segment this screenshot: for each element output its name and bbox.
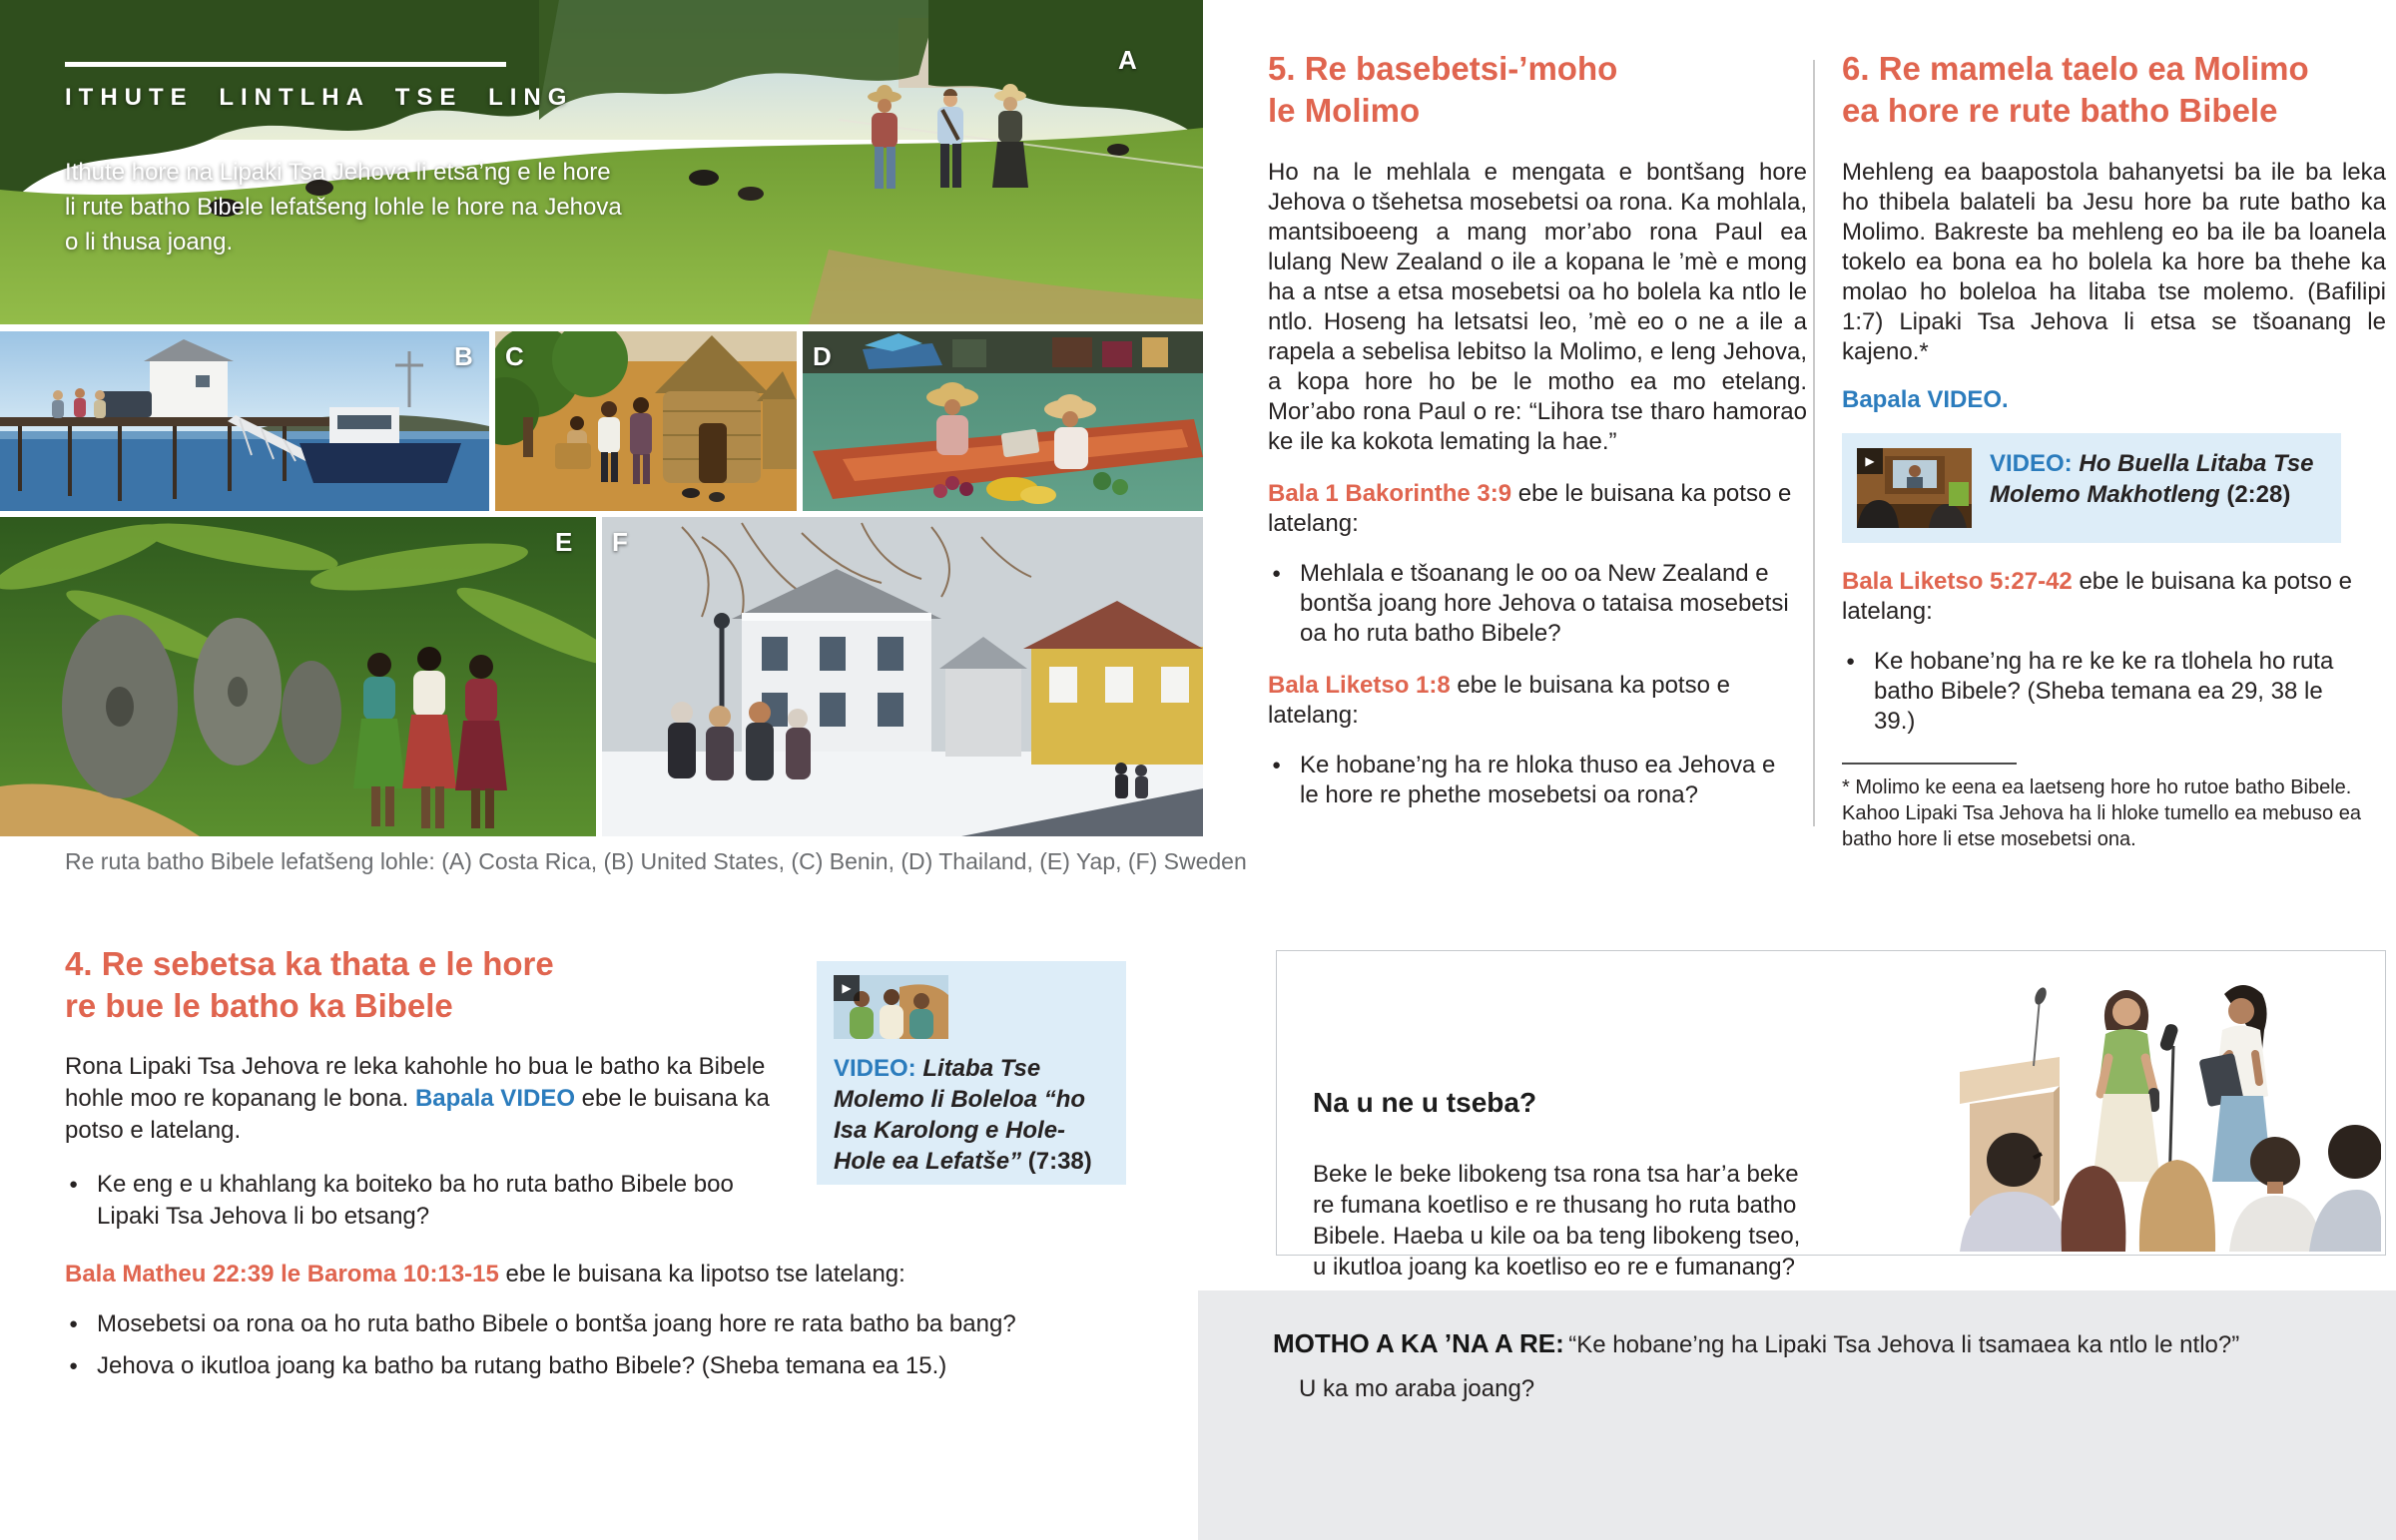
scripture-reference: Bala Matheu 22:39 le Baroma 10:13-15	[65, 1261, 499, 1287]
objection-lead: MOTHO A KA ’NA A RE:	[1273, 1328, 1564, 1358]
video-caption	[834, 1053, 1111, 1177]
play-icon: ▶	[1865, 454, 1875, 468]
video-title: Ho Buella Litaba Tse Molemo Makhotleng	[1990, 450, 2314, 508]
hero-subtitle-line: o li thusa joang.	[65, 229, 234, 256]
section-6-heading: 6. Re mamela taelo ea Molimo ea hore re rute batho Bibele	[1842, 50, 2309, 129]
hero-subtitle	[65, 155, 622, 259]
discussion-bullet: ● Mehlala e tšoanang le oo oa New Zealand e bontša joang hore Jehova o tataisa mosebetsi oa ho ruta batho Bibele?	[1268, 559, 1799, 649]
photo-benin	[495, 331, 797, 511]
photo-label-f: F	[612, 527, 628, 557]
section-4-read-line: Bala Matheu 22:39 le Baroma 10:13-15 ebe le buisana ka lipotso tse latelang:	[65, 1261, 905, 1287]
did-you-know-box	[1276, 950, 2386, 1281]
photo-united-states	[0, 331, 489, 511]
hero-photo	[0, 0, 1203, 324]
discussion-bullet: ● Ke hobane’ng ha re ke ke ra tlohela ho ruta batho Bibele? (Sheba temana ea 29, 38 le 39.)	[1842, 647, 2353, 737]
section-6-paragraph: Mehleng ea baapostola bahanyetsi ba ile ba leka ho thibela balateli ba Jesu hore ba rute batho ka Molimo. Bakreste ba mehleng eo ba ile ba loanela tokelo ea bona ea ho bolela ka hore ba thehe ka molao ho boleloa ha litaba tse molemo. (Bafilipi 1:7) Lipaki Tsa Jehova li etsa se tšoanang le kajeno.*	[1842, 159, 2386, 365]
meeting-illustration-svg	[1942, 954, 2381, 1252]
meeting-illustration	[1942, 954, 2381, 1252]
photo-yap	[0, 517, 596, 836]
video-caption	[1990, 448, 2319, 528]
column-divider	[1813, 60, 1815, 826]
video-duration: (2:28)	[2226, 481, 2291, 508]
video-card[interactable]	[1842, 433, 2341, 543]
section-4-heading: 4. Re sebetsa ka thata e le hore re bue le batho ka Bibele	[65, 945, 554, 1024]
discussion-bullet: ● Mosebetsi oa rona oa ho ruta batho Bibele o bontša joang hore re rata batho ba bang?	[65, 1308, 1203, 1340]
objection-quote: “Ke hobane’ng ha Lipaki Tsa Jehova li tsamaea ka ntlo le ntlo?”	[1568, 1331, 2240, 1358]
section-4-intro: Rona Lipaki Tsa Jehova re leka kahohle ho bua le batho ka Bibele hohle moo re kopanang le bona. Bapala VIDEO ebe le buisana ka potso e latelang.	[65, 1053, 770, 1144]
village-illustration	[495, 331, 797, 511]
section-6-read-line: Bala Liketso 5:27-42 ebe le buisana ka potso e latelang:	[1842, 568, 2352, 625]
photo-sweden	[602, 517, 1203, 836]
hero-rule	[65, 62, 506, 67]
photo-thailand	[803, 331, 1203, 511]
scripture-reference: Bala 1 Bakorinthe 3:9	[1268, 480, 1512, 507]
did-you-know-heading: Na u ne u tseba?	[1313, 1087, 1537, 1118]
stone-money-illustration	[0, 517, 596, 836]
did-you-know-body: Beke le beke libokeng tsa rona tsa har’a beke re fumana koetliso e re thusang ho ruta batho Bibele. Haeba u kile oa ba teng libokeng tseo, u ikutloa joang ka koetliso eo re e fumanang?	[1313, 1161, 1801, 1281]
discussion-bullet: ● Ke hobane’ng ha re hloka thuso ea Jehova e le hore re phethe mosebetsi oa rona?	[1268, 751, 1799, 810]
discussion-bullet: ● Jehova o ikutloa joang ka batho ba rutang batho Bibele? (Sheba temana ea 15.)	[65, 1350, 1203, 1382]
footnote-divider	[1842, 763, 2017, 765]
photo-label-c: C	[505, 341, 524, 371]
section-5-paragraph: Ho na le mehlala e mengata e bontšang hore Jehova o tšehetsa mosebetsi oa rona. Ka mohlala, mantsiboeeng a mang mor’abo rona Paul ea lulang New Zealand o ile a kopana le ’mè e mong ha a ntse a etsa mosebetsi oa ho bolela ka ntlo le ntlo. Hoseng ha letsatsi leo, ’mè eo o ne a ile a rapela a sebelisa lebitso la Molimo, e leng Jehova, a kopa hore ho be le motho ea mo etelang. Mor’abo rona Paul o re: “Lihora tse tharo hamorao ke ile ka kokota lemating la hae.”	[1268, 159, 1807, 455]
photo-label-b: B	[454, 341, 473, 371]
photo-label-a: A	[1118, 45, 1137, 75]
video-title: Litaba Tse Molemo li Boleloa “ho Isa Karolong e Hole-Hole ea Lefatše”	[834, 1055, 1086, 1175]
section-6	[1842, 48, 2386, 852]
video-label: VIDEO:	[1990, 450, 2073, 477]
images-caption: Re ruta batho Bibele lefatšeng lohle: (A) Costa Rica, (B) United States, (C) Benin, (D) Thailand, (E) Yap, (F) Sweden	[65, 848, 1247, 874]
video-card[interactable]	[817, 961, 1126, 1185]
play-button[interactable]	[834, 975, 860, 1001]
objection-band	[1198, 1290, 2396, 1540]
floating-market-illustration	[803, 331, 1203, 511]
scripture-reference: Bala Liketso 1:8	[1268, 672, 1451, 699]
footnote: * Molimo ke eena ea laetseng hore ho rutoe batho Bibele. Kahoo Lipaki Tsa Jehova ha li hloke tumello ea mebuso ea batho hore li etse mosebetsi ona.	[1842, 776, 2361, 850]
video-thumbnail[interactable]	[834, 975, 948, 1039]
section-5	[1268, 48, 1807, 810]
video-label: VIDEO:	[834, 1055, 916, 1082]
section-5-read-line-1: Bala 1 Bakorinthe 3:9 ebe le buisana ka potso e latelang:	[1268, 480, 1792, 537]
play-button[interactable]	[1857, 448, 1883, 474]
play-video-link[interactable]: Bapala VIDEO.	[1842, 386, 2009, 413]
hero-subtitle-line: li rute batho Bibele lefatšeng lohle le hore na Jehova	[65, 194, 622, 221]
section-5-read-line-2: Bala Liketso 1:8 ebe le buisana ka potso e latelang:	[1268, 672, 1730, 729]
play-icon: ▶	[842, 981, 852, 995]
hero-subtitle-line: Ithute hore na Lipaki Tsa Jehova li etsa’ng e le hore	[65, 159, 611, 186]
video-duration: (7:38)	[1027, 1148, 1092, 1175]
photo-label-e: E	[555, 527, 573, 557]
dock-illustration	[0, 331, 489, 511]
objection-line	[1273, 1328, 2396, 1359]
winter-street-illustration	[602, 517, 1203, 836]
video-thumbnail[interactable]	[1857, 448, 1972, 528]
scripture-reference: Bala Liketso 5:27-42	[1842, 568, 2073, 595]
photo-label-d: D	[813, 341, 832, 371]
section-5-heading: 5. Re basebetsi-’moho le Molimo	[1268, 50, 1618, 129]
discussion-bullet: ● Ke eng e u khahlang ka boiteko ba ho ruta batho Bibele boo Lipaki Tsa Jehova li bo etsang?	[65, 1169, 746, 1233]
objection-followup: U ka mo araba joang?	[1299, 1375, 1535, 1402]
page-title: ITHUTE LINTLHA TSE LING	[65, 84, 574, 111]
play-video-link[interactable]: Bapala VIDEO	[414, 1085, 575, 1112]
